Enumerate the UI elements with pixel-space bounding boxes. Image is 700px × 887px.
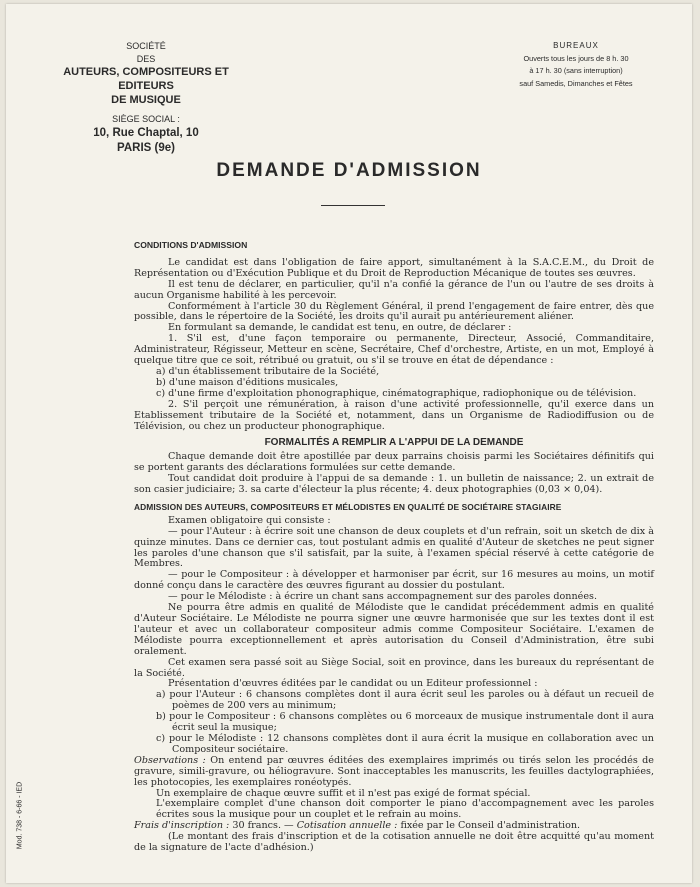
hours-line-2: à 17 h. 30 (sans interruption)	[529, 66, 623, 75]
observations-2: Un exemplaire de chaque œuvre suffit et il n'est pas exigé de format spécial.	[156, 787, 531, 799]
formalites-heading: FORMALITÉS A REMPLIR A L'APPUI DE LA DEMANDE	[264, 437, 524, 449]
conditions-heading: CONDITIONS D'ADMISSION	[134, 240, 248, 250]
society-header	[46, 40, 246, 156]
siege-city: PARIS (9e)	[117, 141, 175, 154]
admission-p2: — pour l'Auteur : à écrire soit une chanson de deux couplets et d'un refrain, soit un sketch de dix à quinze minutes. Dans ce dernier cas, tout postulant admis en qualité d'Auteur de sketches ne peut signer les paroles d'une chanson que s'il satisfait, par la suite, à l'examen spécial réservé à cette catégorie de Membres.	[134, 525, 654, 570]
conditions-item-c: c) d'une firme d'exploitation phonographique, cinématographique, radiophonique ou de télévision.	[156, 387, 637, 399]
conditions-item-a: a) d'un établissement tributaire de la Société,	[156, 365, 380, 377]
admission-p4: — pour le Mélodiste : à écrire un chant sans accompagnement sur des paroles données.	[168, 591, 597, 603]
fees-text: 30 francs. —	[232, 820, 294, 832]
admission-p1: Examen obligatoire qui consiste :	[168, 514, 331, 526]
office-hours	[501, 40, 651, 90]
form-code	[12, 756, 26, 880]
observations-label: Observations :	[134, 754, 206, 766]
document-body	[134, 238, 654, 854]
page-title: DEMANDE D'ADMISSION	[216, 160, 482, 181]
observations-text: On entend par œuvres éditées des exemplaires imprimés ou tirés selon les procédés de gravure, simili-gravure, ou héliogravure. Sont inacceptables les manuscrits, les feuilles dactylographiées, les photocopies, les exemplaires ronéotypés.	[134, 754, 654, 788]
admission-item-c: c) pour le Mélodiste : 12 chansons complètes dont il aura écrit la musique en collaboration avec un Compositeur sociétaire.	[156, 732, 654, 755]
conditions-p1: Le candidat est dans l'obligation de faire apport, simultanément à la S.A.C.E.M., du Droit de Représentation ou d'Exécution Publique et du Droit de Reproduction Mécanique de toutes ses œuvres.	[134, 256, 654, 279]
formalites-p1: Chaque demande doit être apostillée par deux parrains choisis parmi les Sociétaires définitifs qui se portent garants des déclarations formulées sur cette demande.	[134, 451, 654, 474]
admission-p6: Cet examen sera passé soit au Siège Social, soit en province, dans les bureaux du représentant de la Société.	[134, 656, 654, 679]
society-name-2: DE MUSIQUE	[111, 94, 181, 106]
hours-line-3: sauf Samedis, Dimanches et Fêtes	[519, 78, 633, 88]
observations	[134, 756, 654, 789]
bureaux-label: BUREAUX	[553, 41, 599, 50]
conditions-item-b: b) d'une maison d'éditions musicales,	[156, 376, 339, 388]
conditions-p2: Il est tenu de déclarer, en particulier, qu'il n'a confié la gérance de l'un ou l'autre de ses droits à aucun Organisme habilité à les percevoir.	[134, 278, 654, 301]
formalites-p2: Tout candidat doit produire à l'appui de sa demande : 1. un bulletin de naissance; 2. un extrait de son casier judiciaire; 3. sa carte d'électeur la plus récente; 4. deux photographies (0,03 × 0,04).	[134, 473, 654, 496]
observations-3: L'exemplaire complet d'une chanson doit comporter le piano d'accompagnement avec les paroles écrites sous la musique pour un couplet et le refrain au moins.	[156, 798, 654, 821]
admission-p5: Ne pourra être admis en qualité de Mélodiste que le candidat précédemment admis en qualité d'Auteur Sociétaire. Le Mélodiste ne pourra signer une œuvre harmonisée que sur les textes dont il est l'auteur et avec un collaborateur compositeur admis comme Compositeur Sociétaire. L'examen de Mélodiste pourra exceptionnellement et après autorisation du Conseil d'Administration, être subi oralement.	[134, 602, 654, 657]
conditions-p5: 1. S'il est, d'une façon temporaire ou permanente, Directeur, Associé, Commanditaire, Administrateur, Régisseur, Metteur en scène, Secrétaire, Chef d'orchestre, Artiste, en un mot, Employé à quelque titre que ce soit, rétribué ou gratuit, ou s'il se trouve en état de dépendance :	[134, 333, 654, 367]
society-line-2: DES	[136, 53, 156, 64]
society-name: AUTEURS, COMPOSITEURS ET EDITEURS	[63, 66, 229, 92]
admission-item-b: b) pour le Compositeur : 6 chansons complètes ou 6 morceaux de musique instrumentale dont il aura écrit seul la musique;	[156, 711, 654, 734]
document-page	[6, 4, 692, 883]
admission-p3: — pour le Compositeur : à développer et harmoniser par écrit, sur 16 mesures au moins, un motif donné conçu dans le caractère des œuvres figurant au dossier du postulant.	[134, 569, 654, 592]
conditions-p4: En formulant sa demande, le candidat est tenu, en outre, de déclarer :	[168, 322, 512, 334]
form-code-text: Mod. 738 - 6-66 - IED	[16, 781, 24, 850]
conditions-p6: 2. S'il perçoit une rémunération, à raison d'une activité professionnelle, qu'il exerce dans un Etablissement tributaire de la Société et, notamment, dans un Organisme de Radiodiffusion ou de Télévision, ou chez un producteur phonographique.	[134, 398, 654, 432]
final-note: (Le montant des frais d'inscription et de la cotisation annuelle ne doit être acquitté qu'au moment de la signature de l'acte d'adhésion.)	[134, 831, 654, 854]
admission-heading: ADMISSION DES AUTEURS, COMPOSITEURS ET MÉLODISTES EN QUALITÉ DE SOCIÉTAIRE STAGIAIRE	[134, 501, 562, 512]
fees-label: Frais d'inscription :	[134, 820, 230, 832]
dues-label: Cotisation annuelle :	[296, 820, 398, 832]
conditions-p3: Conformément à l'article 30 du Règlement Général, il prend l'engagement de faire entrer, dès que possible, dans le répertoire de la Société, les droits qu'il aurait pu antérieurement aliéner.	[134, 300, 654, 323]
admission-p7: Présentation d'œuvres éditées par le candidat ou un Editeur professionnel :	[168, 678, 538, 690]
siege-address: 10, Rue Chaptal, 10	[93, 126, 199, 139]
title-underline	[321, 205, 385, 206]
hours-line-1: Ouverts tous les jours de 8 h. 30	[523, 53, 629, 63]
siege-label: SIÈGE SOCIAL :	[112, 114, 180, 124]
dues-text: fixée par le Conseil d'administration.	[400, 820, 581, 832]
society-line-1: SOCIÉTÉ	[126, 41, 166, 51]
admission-item-a: a) pour l'Auteur : 6 chansons complètes dont il aura écrit seul les paroles ou à défaut un recueil de poèmes de 200 vers au minimum;	[156, 689, 654, 712]
